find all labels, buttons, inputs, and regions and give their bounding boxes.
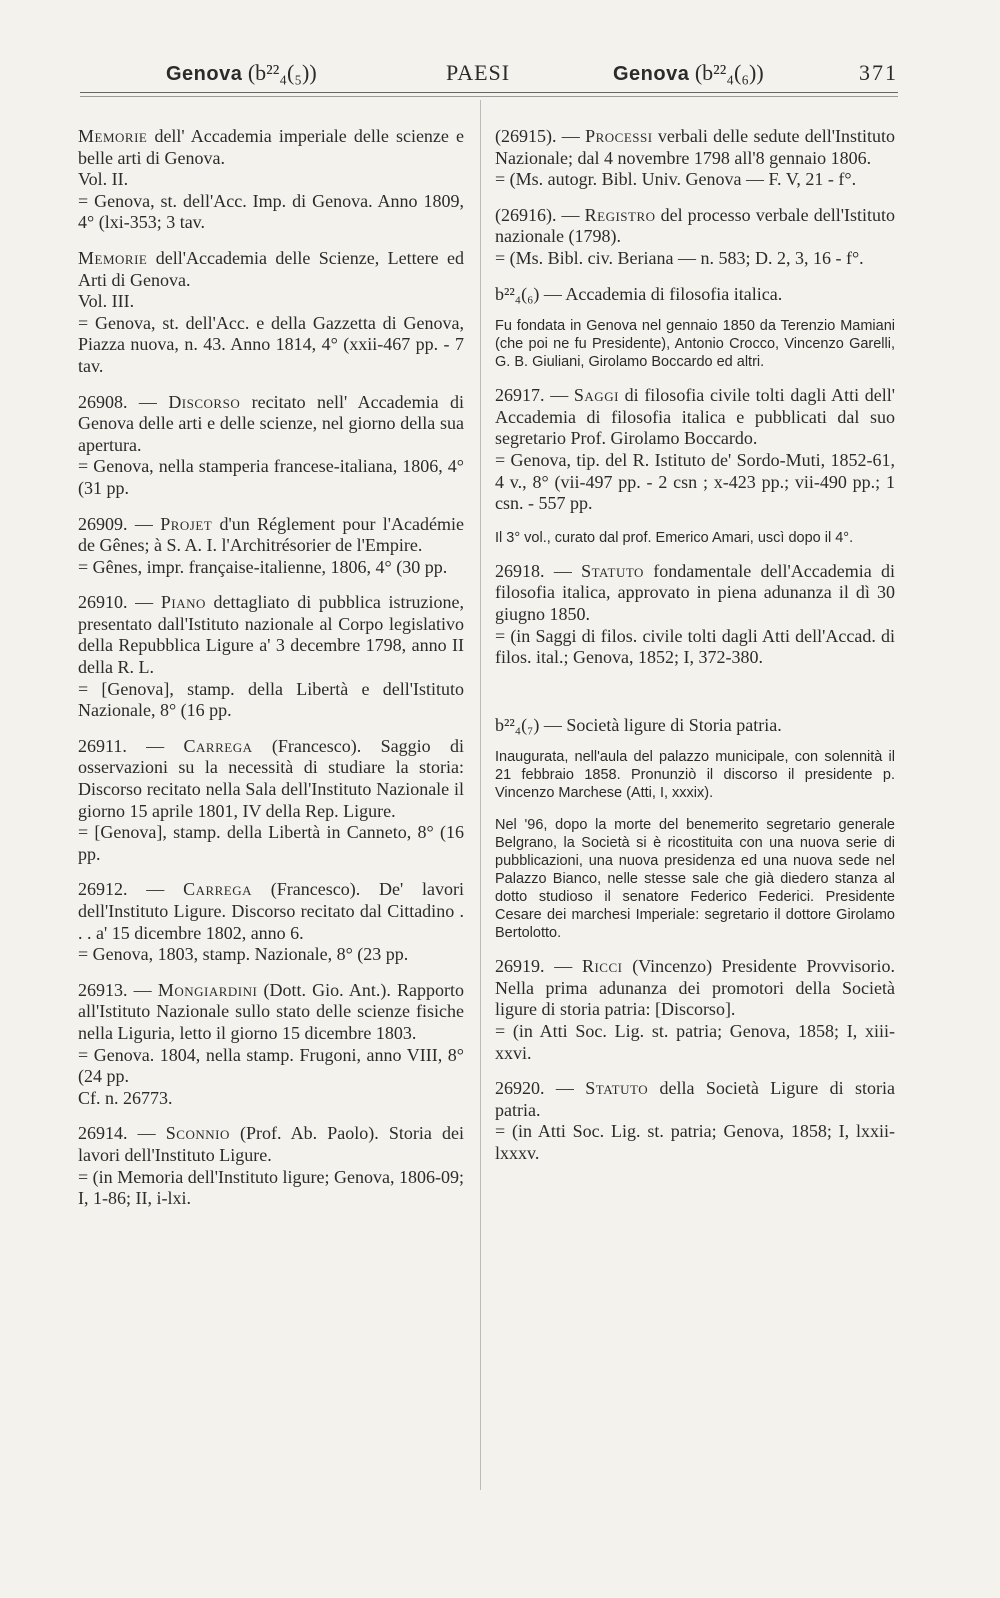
entry-imprint: = Genova, 1803, stamp. Nazionale, 8° (23 pp. — [78, 944, 409, 965]
entry-text: recitato nell' Accademia di Genova delle arti e delle scienze, nel giorno della sua apertura. — [78, 391, 464, 455]
header-rule-secondary — [80, 96, 898, 97]
entry-imprint: = (in Atti Soc. Lig. st. patria; Genova, 1858; I, xiii-xxvi. — [495, 1021, 895, 1063]
entry-lead-word: Registro — [584, 204, 656, 225]
header-center: PAESI — [446, 60, 511, 85]
entry-number: 26911. — — [78, 735, 184, 756]
header-right — [613, 60, 764, 86]
bibliography-entry — [78, 592, 464, 722]
entry-number: 26909. — — [78, 513, 161, 534]
entry-title — [78, 592, 464, 678]
header-rule — [80, 92, 898, 93]
entry-text: dell' Accademia imperiale delle scienze e belle arti di Genova. — [78, 126, 464, 168]
entry-title — [495, 956, 895, 1021]
entry-crossref: Cf. n. 26773. — [78, 1087, 173, 1108]
entry-lead-word: Carrega — [183, 735, 253, 756]
entry-number: 26912. — — [78, 879, 184, 900]
entry-title — [78, 126, 464, 169]
entry-title — [495, 1078, 895, 1121]
entry-title — [78, 248, 464, 291]
section-note-accademia: Fu fondata in Genova nel gennaio 1850 da Terenzio Mamiani (che poi ne fu Presidente), Antonio Crocco, Vincenzo Garelli, G. B. Giuliani, Girolamo Boccardo ed altri. — [495, 318, 895, 371]
entry-title — [495, 561, 895, 626]
entry-lead-word: Processi — [585, 126, 653, 146]
entry-text: (Prof. Ab. Paolo). Storia dei lavori dell'Instituto Ligure. — [78, 1123, 465, 1165]
entry-lead-word: Carrega — [183, 879, 253, 900]
entry-lead-word: Statuto — [581, 560, 644, 581]
entry-text: (Francesco). De' lavori dell'Instituto Ligure. Discorso recitato dal Cittadino . . . a' 15 dicembre 1802, anno 6. — [78, 879, 465, 943]
header-right-code: (b²²₄(₆)) — [694, 60, 764, 85]
right-column — [495, 126, 895, 1179]
page-number: 371 — [859, 60, 898, 85]
right-bottom-entries — [495, 956, 895, 1164]
bibliography-entry — [78, 879, 464, 965]
entry-lead-word: Ricci — [581, 956, 623, 977]
entry-text: (Dott. Gio. Ant.). Rapporto all'Istituto Nazionale sullo stato delle scienze fisiche nella Liguria, letto il giorno 15 dicembre 1803. — [78, 979, 464, 1043]
entry-lead-word: Statuto — [585, 1078, 649, 1099]
entry-text: di filosofia civile tolti dagli Atti dell' Accademia di filosofia italica e pubblicati dal suo segretario Prof. Girolamo Boccardo. — [495, 385, 896, 449]
entry-text: dettagliato di pubblica istruzione, presentato dall'Istituto nazionale al Corpo legislativo della Repubblica Ligure a' 3 decembre 1798, anno II della R. L. — [78, 592, 465, 678]
entry-number: (26916). — — [495, 204, 585, 225]
entry-lead-word: Memorie — [78, 126, 148, 146]
entry-number: 26908. — — [78, 391, 169, 412]
entry-text: fondamentale dell'Accademia di filosofia italica, approvato in piena adunanza il dì 30 giugno 1850. — [495, 560, 896, 624]
entry-number: 26913. — — [78, 979, 158, 1000]
bibliography-entry — [78, 736, 464, 866]
entry-text: dell'Accademia delle Scienze, Lettere ed Arti di Genova. — [78, 247, 464, 290]
section-heading-accademia: b²²₄(₆) — Accademia di filosofia italica. — [495, 283, 783, 304]
entry-text: d'un Réglement pour l'Académie de Gênes; à S. A. I. l'Architrésorier de l'Empire. — [78, 513, 464, 556]
header-left-code: (b²²₄(₅)) — [247, 60, 317, 85]
entry-number: (26915). — — [495, 126, 586, 146]
column-divider — [480, 100, 481, 1490]
section-heading-societa: b²²₄(₇) — Società ligure di Storia patria. — [495, 714, 782, 735]
entry-imprint: = Genova, nella stamperia francese-italiana, 1806, 4° (31 pp. — [78, 456, 464, 498]
entry-lead-word: Discorso — [168, 391, 241, 412]
entry-lead-word: Piano — [160, 592, 206, 613]
entry-lead-word: Mongiardini — [157, 979, 258, 1000]
entry-imprint: = [Genova], stamp. della Libertà in Canneto, 8° (16 pp. — [78, 822, 464, 864]
bibliography-entry — [78, 1123, 464, 1209]
header-right-title: Genova — [613, 63, 690, 85]
entry-number: 26920. — — [495, 1078, 586, 1099]
bibliography-entry — [495, 205, 895, 270]
entry-imprint: = Genova. 1804, nella stamp. Frugoni, anno VIII, 8° (24 pp. — [78, 1044, 464, 1087]
entry-lead-word: Saggi — [573, 385, 619, 406]
entry-number: 26917. — — [495, 385, 574, 406]
entry-title — [78, 879, 464, 944]
entry-number: 26910. — — [78, 592, 161, 613]
entry-imprint: = (in Saggi di filos. civile tolti dagli Atti dell'Accad. di filos. ital.; Genova, 1852; I, 372-380. — [495, 625, 895, 668]
entry-imprint: = (Ms. Bibl. civ. Beriana — n. 583; D. 2, 3, 16 - f°. — [495, 247, 864, 268]
entry-imprint: = Gênes, impr. française-italienne, 1806, 4° (30 pp. — [78, 556, 448, 577]
bibliography-entry — [495, 561, 895, 669]
bibliography-entry — [495, 126, 895, 191]
entry-text: (Vincenzo) Presidente Provvisorio. Nella prima adunanza dei promotori della Società ligure di storia patria: [Discorso]. — [495, 956, 895, 1020]
entry-imprint: = Genova, tip. del R. Istituto de' Sordo-Muti, 1852-61, 4 v., 8° (vii-497 pp. - 2 csn ; x-423 pp.; vii-490 pp.; 1 csn. - 557 pp. — [495, 449, 895, 514]
running-header — [78, 60, 898, 96]
entry-imprint: = Genova, st. dell'Acc. Imp. di Genova. Anno 1809, 4° (lxi-353; 3 tav. — [78, 190, 464, 233]
entry-text: del processo verbale dell'Istituto nazionale (1798). — [495, 204, 895, 247]
entry-title — [78, 736, 464, 822]
entry-imprint: = (in Memoria dell'Instituto ligure; Genova, 1806-09; I, 1-86; II, i-lxi. — [78, 1166, 464, 1209]
right-top-entries — [495, 126, 895, 270]
bibliography-entry — [78, 248, 464, 378]
entry-text: (Francesco). Saggio di osservazioni su la necessità di studiare la storia: Discorso recitato nella Sala dell'Instituto Nazionale il giorno 15 aprile 1801, IV della Rep. Ligure. — [78, 735, 464, 821]
entry-lead-word: Projet — [160, 513, 213, 534]
entry-title — [78, 514, 464, 557]
bibliography-entry — [78, 514, 464, 579]
right-mid-entries — [495, 385, 895, 669]
entry-volume: Vol. II. — [78, 169, 129, 190]
entry-note: Il 3° vol., curato dal prof. Emerico Amari, uscì dopo il 4°. — [495, 529, 854, 546]
entry-title — [78, 392, 464, 457]
bibliography-entry — [495, 1078, 895, 1164]
entry-imprint: = [Genova], stamp. della Libertà e dell'Istituto Nazionale, 8° (16 pp. — [78, 678, 464, 721]
header-left — [166, 60, 317, 86]
entry-text: verbali delle sedute dell'Instituto Nazionale; dal 4 novembre 1798 all'8 gennaio 1806. — [495, 126, 895, 168]
bibliography-entry — [495, 385, 895, 515]
entry-title — [495, 126, 895, 169]
entry-text: della Società Ligure di storia patria. — [495, 1078, 895, 1120]
entry-volume: Vol. III. — [78, 291, 135, 312]
entry-imprint: = Genova, st. dell'Acc. e della Gazzetta di Genova, Piazza nuova, n. 43. Anno 1814, 4° (xxii-467 pp. - 7 tav. — [78, 312, 464, 376]
entry-title — [78, 980, 464, 1045]
bibliography-entry — [78, 980, 464, 1110]
bibliography-entry — [78, 392, 464, 500]
bibliography-entry — [78, 126, 464, 234]
entry-lead-word: Sconnio — [165, 1123, 230, 1144]
entry-number: 26919. — — [495, 956, 582, 977]
entry-title — [495, 385, 895, 450]
header-left-title: Genova — [166, 63, 243, 85]
section-gap — [495, 683, 895, 709]
entry-title — [78, 1123, 464, 1166]
section-note-societa-1: Inaugurata, nell'aula del palazzo municipale, con solennità il 21 febbraio 1858. Pronunziò il discorso il presidente p. Vincenzo Marchese (Atti, I, xxxix). — [495, 749, 895, 802]
bibliography-entry — [495, 956, 895, 1064]
entry-imprint: = (Ms. autogr. Bibl. Univ. Genova — F. V, 21 - f°. — [495, 169, 857, 190]
left-column — [78, 126, 464, 1224]
entry-title — [495, 205, 895, 248]
entry-lead-word: Memorie — [78, 247, 148, 268]
section-note-societa-2: Nel '96, dopo la morte del benemerito segretario generale Belgrano, la Società si è ricostituita con una nuova serie di pubblicazioni, una nuova presidenza ed una nuova sede nel Palazzo Bianco, nelle stesse sale che già diedero stanza al dotto studioso il senatore Federico Federici. Presidente Cesare dei marchesi Imperiale: segretario il dottore Girolamo Bertolotto. — [495, 817, 895, 942]
entry-number: 26914. — — [78, 1123, 166, 1144]
entry-number: 26918. — — [495, 560, 582, 581]
entry-imprint: = (in Atti Soc. Lig. st. patria; Genova, 1858; I, lxxii-lxxxv. — [495, 1121, 895, 1164]
